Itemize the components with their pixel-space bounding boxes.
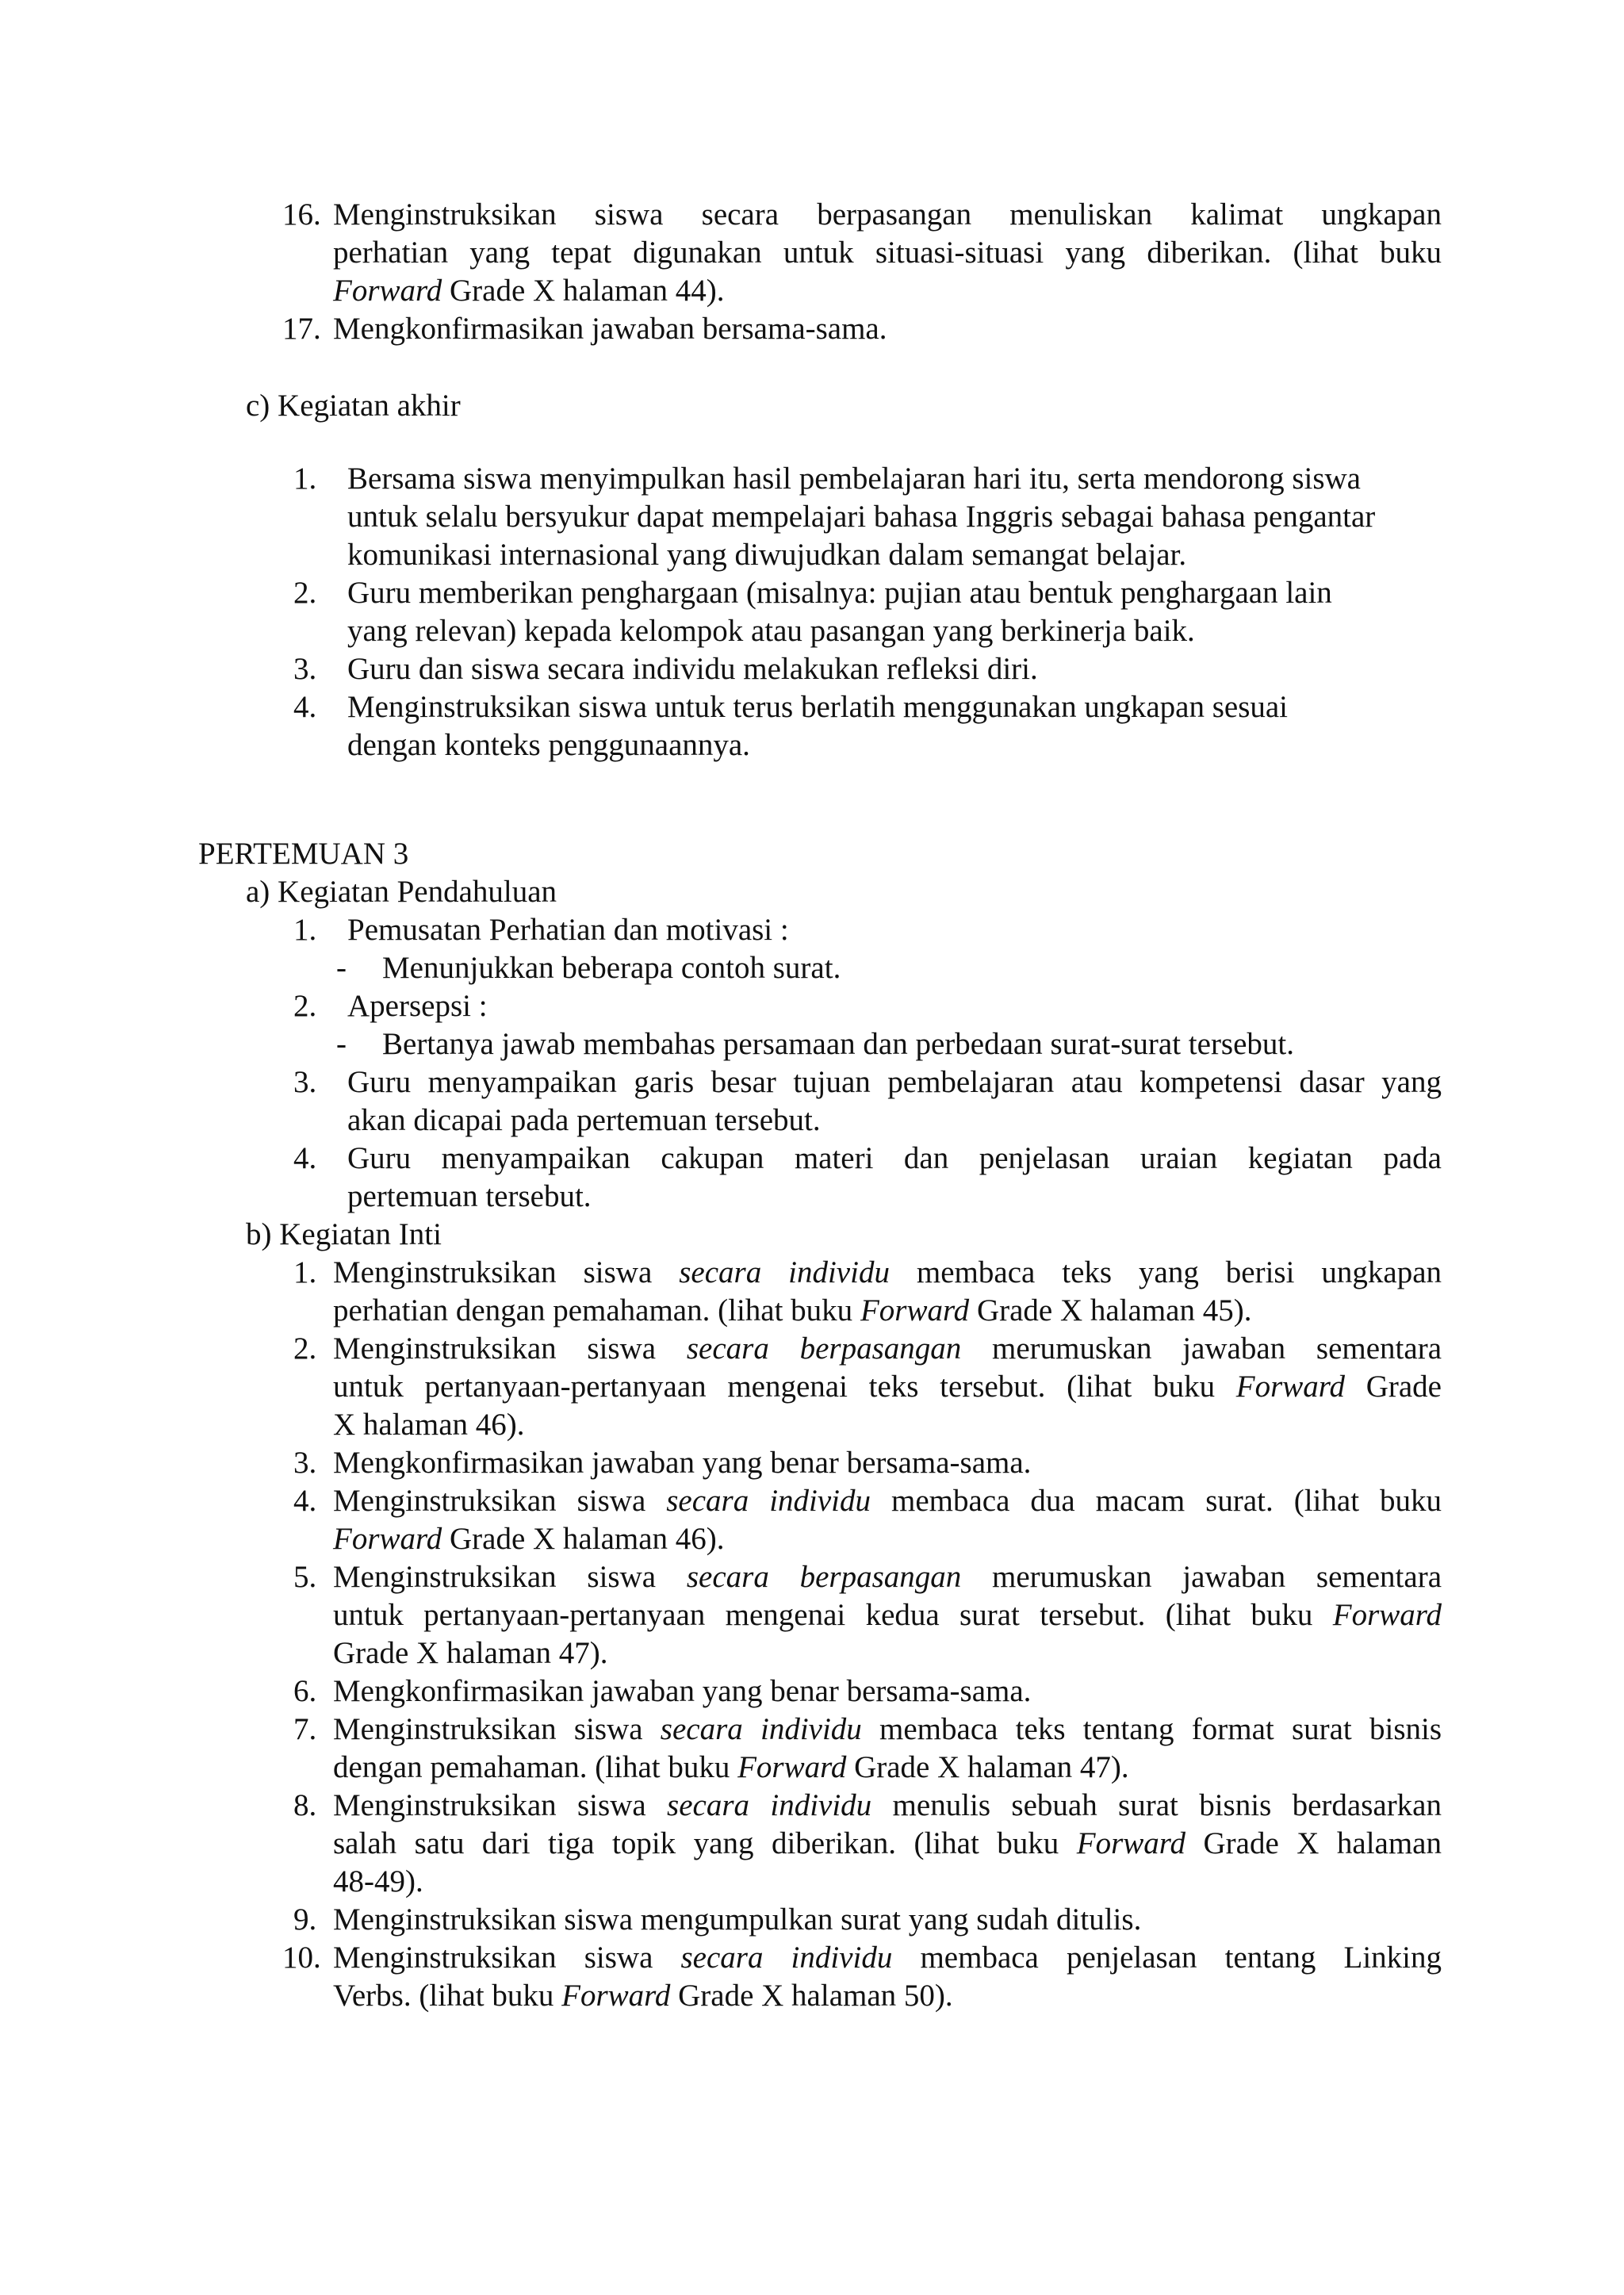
list-item-text: akan dicapai pada pertemuan tersebut. [347,1103,821,1137]
book-title: Forward [333,1522,442,1556]
list-item-text [333,1482,1442,1520]
text-segment: salah satu dari tiga topik yang diberikan. (lihat buku [333,1826,1077,1860]
emphasis: secara individu [667,1788,872,1822]
list-item-text: Guru menyampaikan garis besar tujuan pembelajaran atau kompetensi dasar yang [347,1065,1442,1099]
item-number: 1. [293,1255,317,1289]
text-segment: untuk pertanyaan-pertanyaan mengenai kedua surat tersebut. (lihat buku [333,1598,1333,1632]
list-item-text [333,1711,1442,1749]
section-label: a) Kegiatan Pendahuluan [246,875,557,909]
list-item-text [333,1939,1442,1977]
text-segment: Menginstruksikan siswa [333,1331,687,1366]
list-item-text: Menginstruksikan siswa untuk terus berlatih menggunakan ungkapan sesuai [347,690,1289,724]
book-title: Forward [333,274,442,308]
book-title: Forward [737,1750,847,1784]
list-item-text: Pemusatan Perhatian dan motivasi : [347,913,789,947]
list-item-text [333,1292,1251,1330]
text-segment: merumuskan jawaban sementara [961,1331,1442,1366]
list-item-text: Mengkonfirmasikan jawaban yang benar bersama-sama. [333,1446,1032,1480]
list-item-text: Bersama siswa menyimpulkan hasil pembelajaran hari itu, serta mendorong siswa [347,462,1361,496]
list-item-text-rest: Grade X halaman 44). [442,274,725,308]
book-title: Forward [860,1293,970,1328]
item-number: 6. [293,1674,317,1708]
list-item-text [333,1558,1442,1596]
list-item-text [333,1977,953,2015]
item-number: 1. [293,462,317,496]
text-segment: menulis sebuah surat bisnis berdasarkan [871,1788,1442,1822]
list-item-text [333,1368,1442,1406]
text-segment: Menginstruksikan siswa [333,1788,668,1822]
text-segment: Grade X halaman 50). [670,1979,953,2013]
text-segment: Grade X halaman [1185,1826,1442,1860]
list-item-text: dengan konteks penggunaannya. [347,728,750,762]
emphasis: secara individu [660,1712,862,1746]
list-item-text [333,1825,1442,1863]
text-segment: Grade [1345,1370,1442,1404]
list-item-text: pertemuan tersebut. [347,1179,592,1213]
list-item-text: Mengkonfirmasikan jawaban bersama-sama. [333,312,887,346]
item-number: 1. [293,913,317,947]
item-number: 2. [293,989,317,1023]
list-item-text [333,1749,1129,1787]
emphasis: secara berpasangan [686,1331,962,1366]
text-segment: Grade X halaman 47). [846,1750,1129,1784]
book-title: Forward [1076,1826,1185,1860]
emphasis: secara berpasangan [686,1560,962,1594]
text-segment: Menginstruksikan siswa [333,1560,687,1594]
list-item-text: Menginstruksikan siswa secara berpasangan menuliskan kalimat ungkapan [333,197,1442,232]
list-item-text: Guru menyampaikan cakupan materi dan penjelasan uraian kegiatan pada [347,1141,1442,1175]
item-number: 4. [293,1484,317,1518]
item-number: 2. [293,576,317,610]
text-segment: Grade X halaman 45). [969,1293,1252,1328]
list-item-text: Menginstruksikan siswa mengumpulkan surat yang sudah ditulis. [333,1902,1142,1937]
list-item-text: Apersepsi : [347,989,488,1023]
text-segment: membaca teks yang berisi ungkapan [889,1255,1442,1289]
text-segment: Verbs. (lihat buku [333,1979,562,2013]
list-item-text: Grade X halaman 47). [333,1636,608,1670]
item-number: 10. [282,1941,321,1975]
sub-item-text: Bertanya jawab membahas persamaan dan perbedaan surat-surat tersebut. [382,1027,1295,1061]
text-segment: membaca penjelasan tentang Linking [892,1941,1442,1975]
list-item-text [333,1787,1442,1825]
book-title: Forward [561,1979,671,2013]
text-segment: perhatian dengan pemahaman. (lihat buku [333,1293,860,1328]
list-item-text [333,1330,1442,1368]
item-number: 17. [282,312,321,346]
item-number: 3. [293,1446,317,1480]
book-title: Forward [1235,1370,1346,1404]
sub-item-text: Menunjukkan beberapa contoh surat. [382,951,841,985]
list-item-text [333,1596,1442,1634]
item-number: 8. [293,1788,317,1822]
item-number: 5. [293,1560,317,1594]
text-segment: Menginstruksikan siswa [333,1941,681,1975]
item-number: 2. [293,1331,317,1366]
list-item-text [333,272,725,310]
item-number: 16. [282,197,321,232]
emphasis: secara individu [679,1255,890,1289]
text-segment: merumuskan jawaban sementara [961,1560,1442,1594]
section-heading: PERTEMUAN 3 [198,837,409,871]
text-segment: Menginstruksikan siswa [333,1712,661,1746]
list-item-text: komunikasi internasional yang diwujudkan dalam semangat belajar. [347,538,1187,572]
list-item-text: untuk selalu bersyukur dapat mempelajari bahasa Inggris sebagai bahasa pengantar [347,500,1376,534]
text-segment: membaca teks tentang format surat bisnis [861,1712,1442,1746]
list-item-text: perhatian yang tepat digunakan untuk situasi-situasi yang diberikan. (lihat buku [333,236,1442,270]
list-item-text [333,1520,725,1558]
list-item-text: X halaman 46). [333,1408,525,1442]
book-title: Forward [1332,1598,1442,1632]
section-label: c) Kegiatan akhir [246,389,461,423]
list-item-text: 48-49). [333,1864,423,1898]
text-segment: membaca dua macam surat. (lihat buku [871,1484,1442,1518]
item-number: 9. [293,1902,317,1937]
item-number: 3. [293,652,317,686]
list-item-text: Guru dan siswa secara individu melakukan refleksi diri. [347,652,1038,686]
list-item-text: Mengkonfirmasikan jawaban yang benar bersama-sama. [333,1674,1032,1708]
item-number: 4. [293,690,317,724]
list-item-text: yang relevan) kepada kelompok atau pasangan yang berkinerja baik. [347,614,1195,648]
text-segment: untuk pertanyaan-pertanyaan mengenai teks tersebut. (lihat buku [333,1370,1236,1404]
item-number: 3. [293,1065,317,1099]
text-segment: dengan pemahaman. (lihat buku [333,1750,738,1784]
text-segment: Menginstruksikan siswa [333,1255,680,1289]
item-number: 4. [293,1141,317,1175]
emphasis: secara individu [680,1941,893,1975]
list-item-text [333,1254,1442,1292]
bullet-dash: - [336,951,347,985]
section-label: b) Kegiatan Inti [246,1217,442,1251]
bullet-dash: - [336,1027,347,1061]
list-item-text: Guru memberikan penghargaan (misalnya: pujian atau bentuk penghargaan lain [347,576,1332,610]
item-number: 7. [293,1712,317,1746]
emphasis: secara individu [666,1484,871,1518]
text-segment: Grade X halaman 46). [442,1522,725,1556]
text-segment: Menginstruksikan siswa [333,1484,667,1518]
